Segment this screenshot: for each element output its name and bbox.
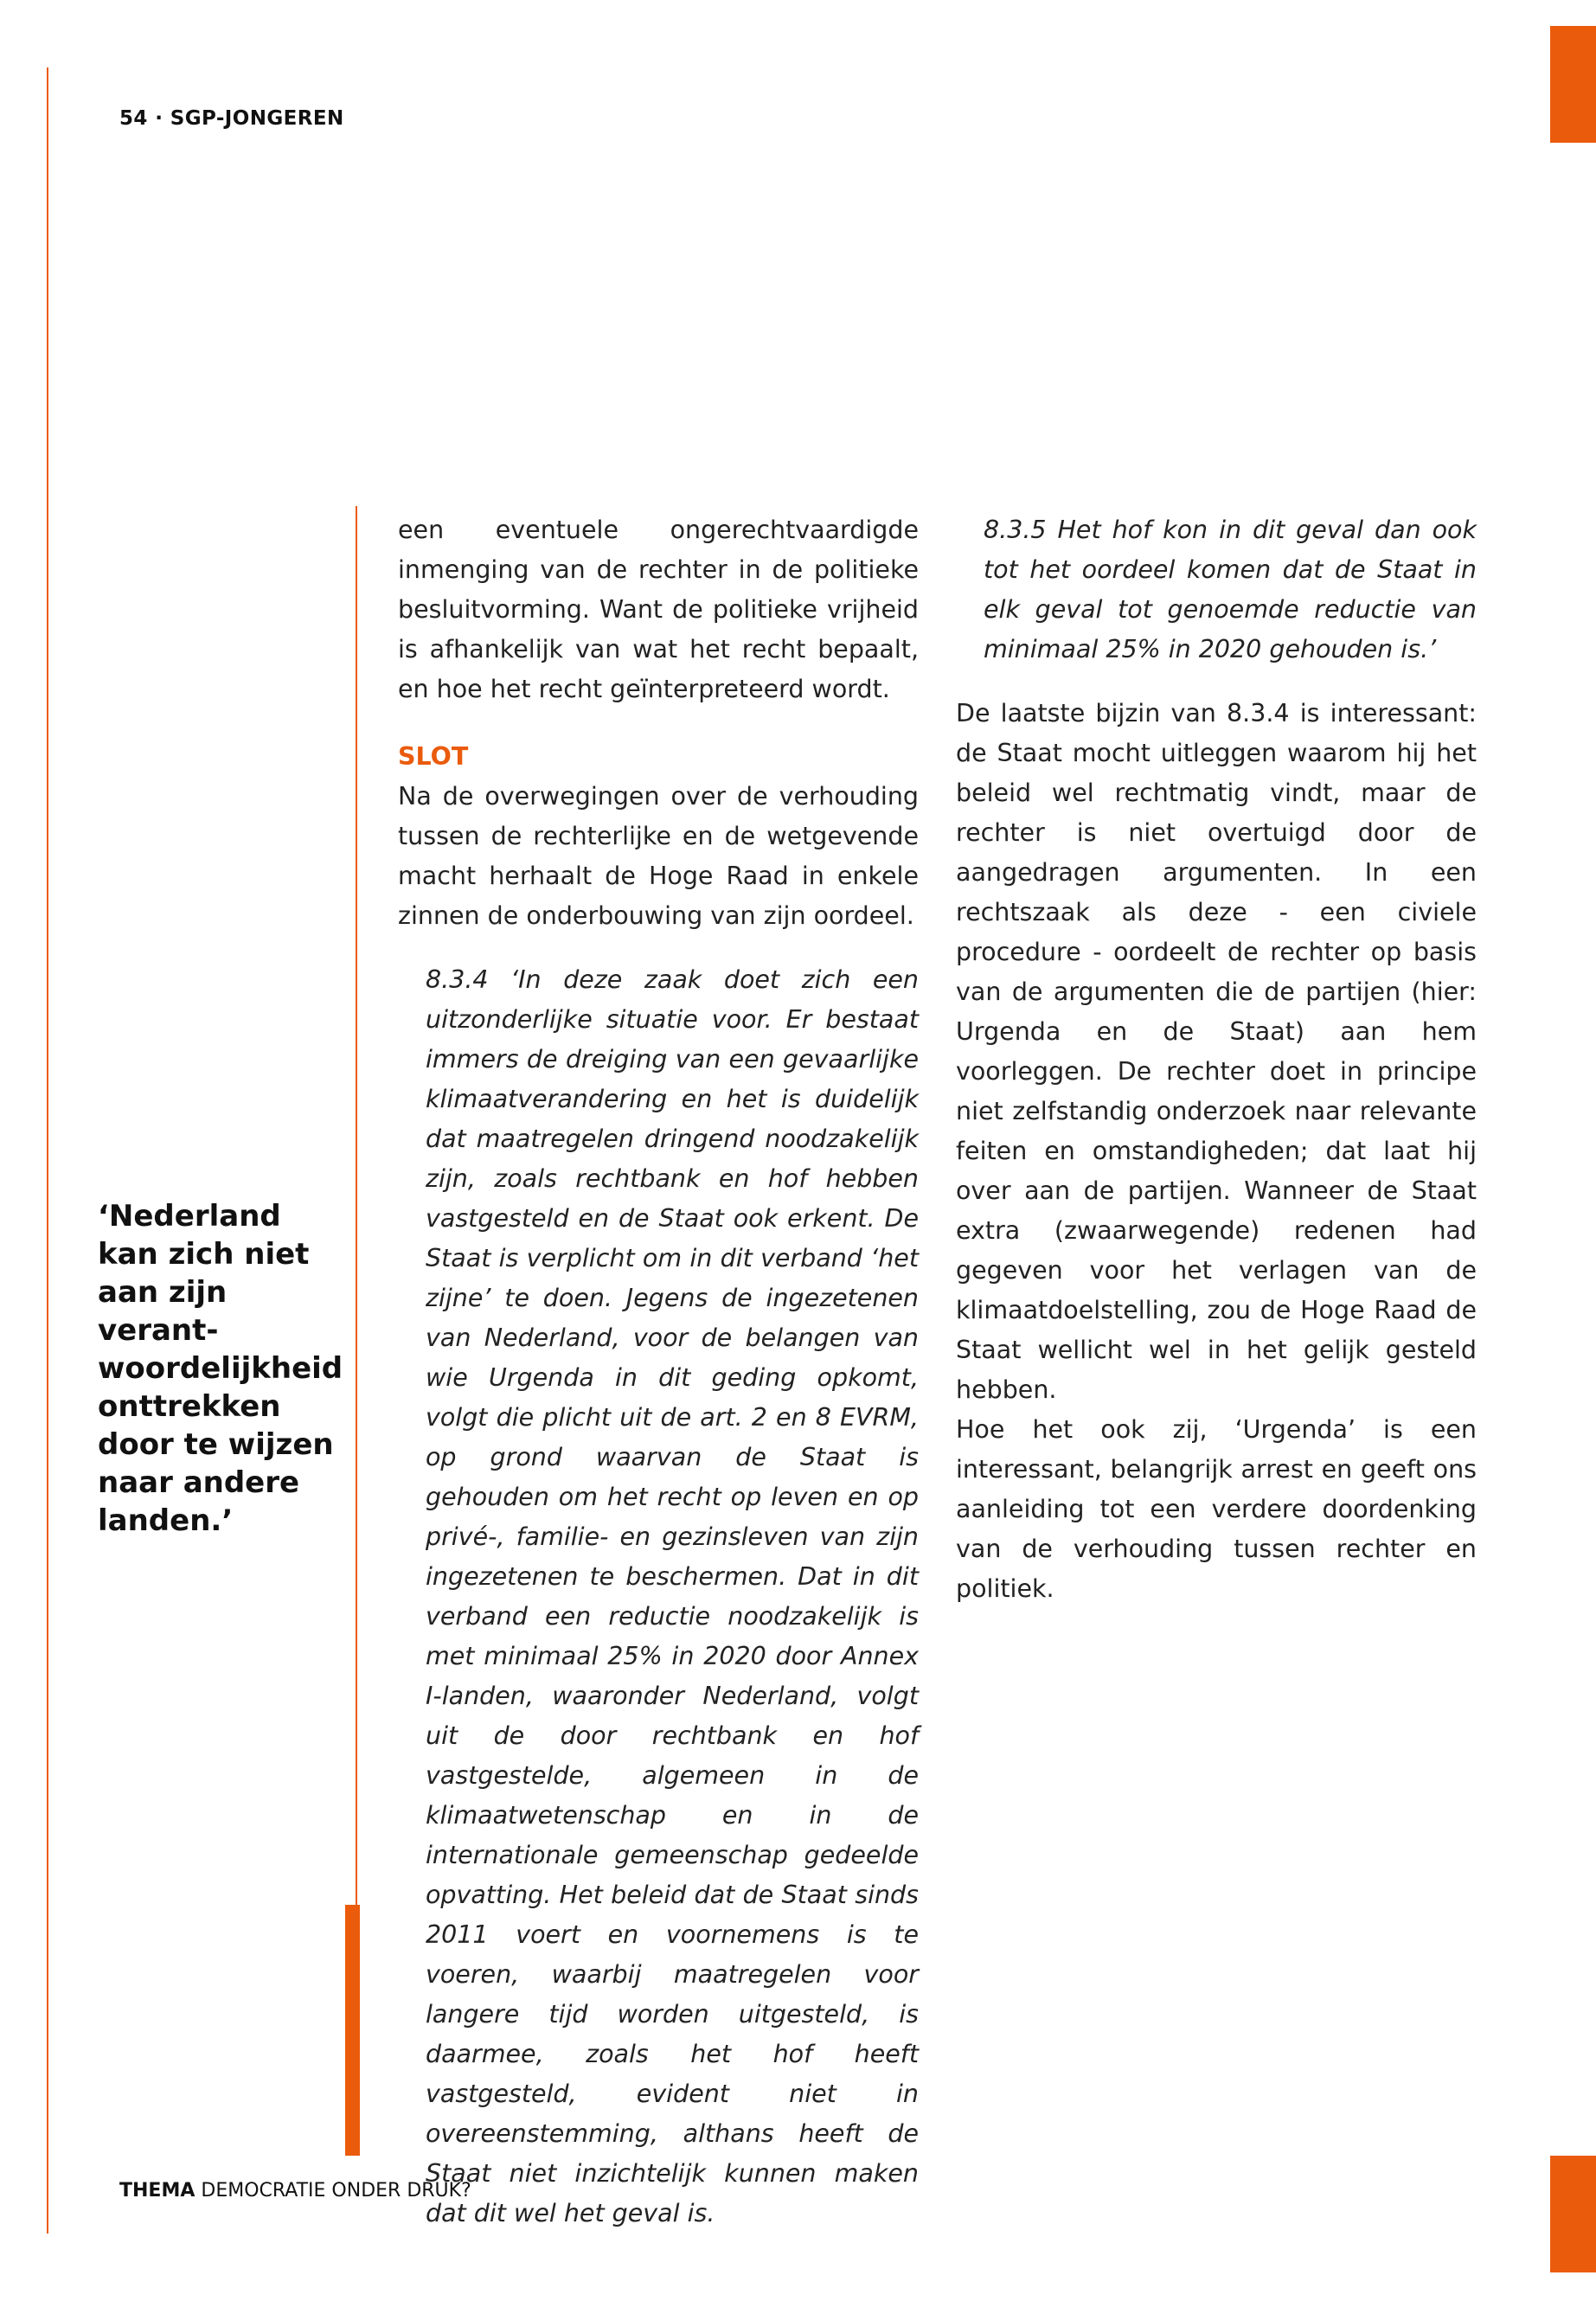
column-divider-accent xyxy=(345,1905,360,2156)
footer-theme-label: THEMA xyxy=(119,2180,195,2202)
column-divider-rule xyxy=(356,506,357,1906)
analysis-paragraph: De laatste bijzin van 8.3.4 is interessant: de Staat mocht uitleggen waarom hij het beleid wel rechtmatig vindt, maar de rechter is niet overtuigd door de aangedragen argumenten. In een rechtszaak als deze - een civiele procedure - oordeelt de rechter op basis van de argumenten die de partijen (hier: Urgenda en de Staat) aan hem voorleggen. De rechter doet in principe niet zelfstandig onderzoek naar relevante feiten en omstandigheden; dat laat hij over aan de partijen. Wanneer de Staat extra (zwaarwegende) redenen had gegeven voor het verlagen van de klimaatdoelstelling, zou de Hoge Raad de Staat wellicht wel in het gelijk gesteld hebben. xyxy=(956,699,1477,1404)
left-margin-rule xyxy=(47,67,48,2234)
bottom-right-accent-tab xyxy=(1550,2156,1596,2272)
ruling-quote-8-3-4: 8.3.4 ‘In deze zaak doet zich een uitzonderlijke situatie voor. Er bestaat immers de dreiging van een gevaarlijke klimaatverandering en het is duidelijk dat maatregelen dringend noodzakelijk zijn, zoals rechtbank en hof hebben vastgesteld en de Staat ook erkent. De Staat is verplicht om in dit verband ‘het zijne’ te doen. Jegens de ingezetenen van Nederland, voor de belangen van wie Urgenda in dit geding opkomt, volgt die plicht uit de art. 2 en 8 EVRM, op grond waarvan de Staat is gehouden om het recht op leven en op privé-, familie- en gezinsleven van zijn ingezetenen te beschermen. Dat in dit verband een reductie noodzakelijk is met minimaal 25% in 2020 door Annex I-landen, waaronder Nederland, volgt uit de door rechtbank en hof vastgestelde, algemeen in de klimaatwetenschap en in de internationale gemeenschap gedeelde opvatting. Het beleid dat de Staat sinds 2011 voert en voornemens is te voeren, waarbij maatregelen voor langere tijd worden uitgesteld, is daarmee, zoals het hof heeft vastgesteld, evident niet in overeenstemming, althans heeft de Staat niet inzichtelijk kunnen maken dat dit wel het geval is. xyxy=(426,965,919,2227)
page-header: 54 · SGP-JONGEREN xyxy=(119,107,344,130)
conclusion-paragraph: Hoe het ook zij, ‘Urgenda’ is een interessant, belangrijk arrest en geeft ons aanleiding tot een verdere doordenking van de verhouding tussen rechter en politiek. xyxy=(956,1415,1477,1603)
footer-theme-title: DEMOCRATIE ONDER DRUK? xyxy=(201,2180,471,2202)
slot-paragraph: Na de overwegingen over de verhouding tussen de rechterlijke en de wetgevende macht herhaalt de Hoge Raad in enkele zinnen de onderbouwing van zijn oordeel. xyxy=(398,782,919,930)
intro-paragraph: een eventuele ongerechtvaardigde inmenging van de rechter in de politieke besluitvorming. Want de politieke vrijheid is afhankelijk van wat het recht bepaalt, en hoe het recht geïnterpreteerd wordt. xyxy=(398,516,919,703)
pull-quote: ‘Nederland kan zich niet aan zijn verant-woordelijkheid onttrekken door te wijzen naar andere landen.’ xyxy=(98,1199,343,1538)
ruling-quote-8-3-5: 8.3.5 Het hof kon in dit geval dan ook tot het oordeel komen dat de Staat in elk geval tot genoemde reductie van minimaal 25% in 2020 gehouden is.’ xyxy=(984,516,1477,663)
text-column-right xyxy=(956,510,1477,1609)
section-heading: SLOT xyxy=(398,742,469,771)
top-right-accent-tab xyxy=(1550,26,1596,143)
text-column-left xyxy=(398,510,919,2234)
